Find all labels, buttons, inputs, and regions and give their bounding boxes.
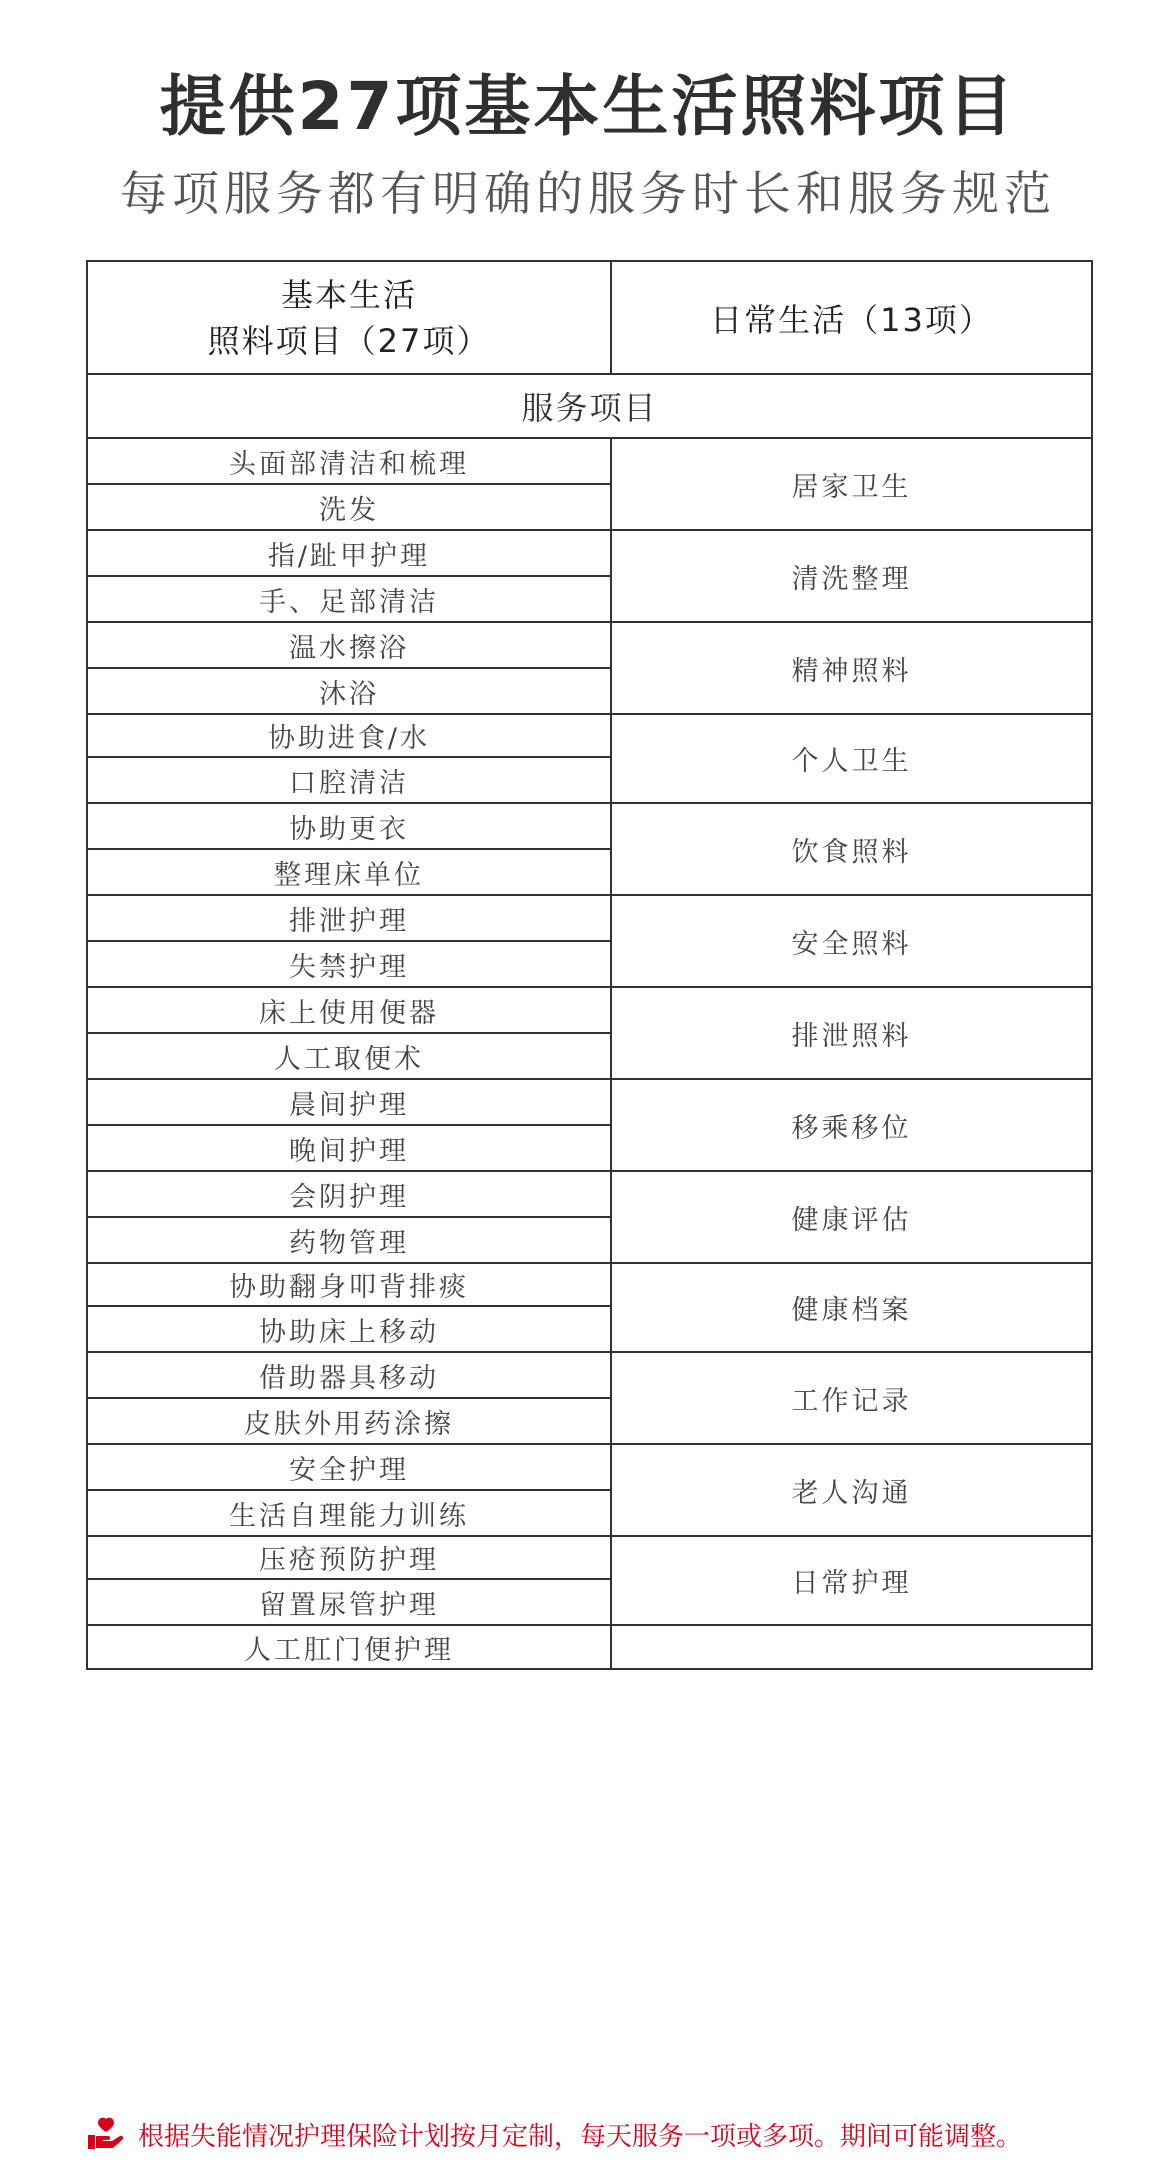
table-row	[87, 438, 1092, 484]
hand-heart-icon	[86, 2117, 124, 2151]
footer-note	[86, 2112, 1022, 2156]
table-row	[87, 1625, 1092, 1669]
daily-life-item: 排泄照料	[611, 987, 1092, 1079]
daily-life-item: 日常护理	[611, 1536, 1092, 1625]
basic-care-header	[87, 261, 611, 374]
empty-cell	[611, 1625, 1092, 1669]
basic-care-item: 口腔清洁	[87, 757, 611, 803]
table-row	[87, 895, 1092, 941]
daily-life-item: 健康档案	[611, 1263, 1092, 1352]
basic-care-item: 压疮预防护理	[87, 1536, 611, 1579]
table-row	[87, 1263, 1092, 1306]
daily-life-item: 饮食照料	[611, 803, 1092, 895]
basic-care-item: 晚间护理	[87, 1125, 611, 1171]
basic-care-item: 失禁护理	[87, 941, 611, 987]
basic-care-item: 排泄护理	[87, 895, 611, 941]
daily-life-header: 日常生活（13项）	[611, 261, 1092, 374]
basic-care-item: 晨间护理	[87, 1079, 611, 1125]
basic-care-item: 头面部清洁和梳理	[87, 438, 611, 484]
section-label: 服务项目	[87, 374, 1092, 438]
basic-care-item: 留置尿管护理	[87, 1579, 611, 1625]
daily-life-item: 健康评估	[611, 1171, 1092, 1263]
table-row	[87, 987, 1092, 1033]
basic-care-item: 手、足部清洁	[87, 576, 611, 622]
basic-care-item: 人工取便术	[87, 1033, 611, 1079]
basic-care-header-line1: 基本生活	[280, 275, 417, 314]
basic-care-header-line2: 照料项目（27项）	[207, 321, 491, 360]
section-row	[87, 374, 1092, 438]
page-subtitle: 每项服务都有明确的服务时长和服务规范	[120, 167, 1056, 222]
basic-care-item: 会阴护理	[87, 1171, 611, 1217]
daily-life-item: 老人沟通	[611, 1444, 1092, 1536]
basic-care-item: 药物管理	[87, 1217, 611, 1263]
daily-life-item: 精神照料	[611, 622, 1092, 714]
basic-care-item: 协助翻身叩背排痰	[87, 1263, 611, 1306]
basic-care-item: 床上使用便器	[87, 987, 611, 1033]
daily-life-item: 居家卫生	[611, 438, 1092, 530]
basic-care-item: 沐浴	[87, 668, 611, 714]
table-row	[87, 1079, 1092, 1125]
daily-life-item: 清洗整理	[611, 530, 1092, 622]
daily-life-item: 安全照料	[611, 895, 1092, 987]
table-row	[87, 714, 1092, 757]
basic-care-item: 协助更衣	[87, 803, 611, 849]
basic-care-item: 温水擦浴	[87, 622, 611, 668]
basic-care-item: 协助进食/水	[87, 714, 611, 757]
basic-care-item: 生活自理能力训练	[87, 1490, 611, 1536]
table-header-row	[87, 261, 1092, 374]
basic-care-item: 协助床上移动	[87, 1306, 611, 1352]
footer-note-text: 根据失能情况护理保险计划按月定制，每天服务一项或多项。期间可能调整。	[138, 2121, 1023, 2152]
basic-care-item: 人工肛门便护理	[87, 1625, 611, 1669]
table-row	[87, 1536, 1092, 1579]
daily-life-item: 工作记录	[611, 1352, 1092, 1444]
daily-life-item: 移乘移位	[611, 1079, 1092, 1171]
table-row	[87, 1444, 1092, 1490]
table-row	[87, 1352, 1092, 1398]
basic-care-item: 安全护理	[87, 1444, 611, 1490]
basic-care-item: 洗发	[87, 484, 611, 530]
daily-life-item: 个人卫生	[611, 714, 1092, 803]
table-row	[87, 1171, 1092, 1217]
table-row	[87, 530, 1092, 576]
table-row	[87, 622, 1092, 668]
basic-care-item: 皮肤外用药涂擦	[87, 1398, 611, 1444]
table-row	[87, 803, 1092, 849]
basic-care-item: 借助器具移动	[87, 1352, 611, 1398]
page-title: 提供27项基本生活照料项目	[159, 68, 1017, 145]
service-table	[86, 260, 1093, 1670]
basic-care-item: 整理床单位	[87, 849, 611, 895]
basic-care-item: 指/趾甲护理	[87, 530, 611, 576]
